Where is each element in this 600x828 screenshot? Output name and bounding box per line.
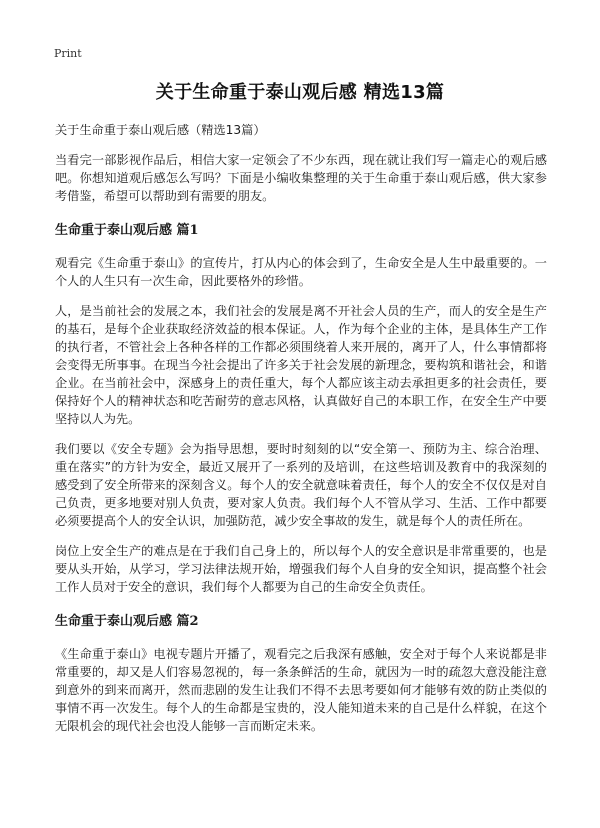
intro-paragraph: 当看完一部影视作品后，相信大家一定领会了不少东西，现在就让我们写一篇走心的观后感吧。你想知道观后感怎么写吗？下面是小编收集整理的关于生命重于泰山观后感，供大家参考借鉴，希望可以帮助到有需要的朋友。 bbox=[55, 153, 547, 203]
section-heading-1: 生命重于泰山观后感 篇1 bbox=[55, 223, 199, 238]
document-title: 关于生命重于泰山观后感 精选13篇 bbox=[155, 82, 445, 103]
paragraph: 人，是当前社会的发展之本，我们社会的发展是离不开社会人员的生产，而人的安全是生产的基石，是每个企业获取经济效益的根本保证。人，作为每个企业的主体，是具体生产工作的执行者，不管社会上各种各样的工作都必须围绕着人来开展的，离开了人，什么事情都将会变得无所事事。在现当今社会提出了许多关于社会发展的新理念，要构筑和谐社会，和谐企业。在当前社会中，深感身上的责任重大，每个人都应该主动去承担更多的社会责任，要保持好个人的精神状态和吃苦耐劳的意志风格，认真做好自己的本职工作，在安全生产中要坚持以人为先。 bbox=[55, 304, 547, 426]
document-subtitle: 关于生命重于泰山观后感（精选13篇） bbox=[55, 123, 266, 137]
document-body bbox=[55, 121, 547, 747]
paragraph: 《生命重于泰山》电视专题片开播了，观看完之后我深有感触，安全对于每个人来说都是非常重要的，却又是人们容易忽视的，每一条条鲜活的生命，就因为一时的疏忽大意没能注意到意外的到来而离开，然而悲剧的发生让我们不得不去思考要如何才能够有效的防止类似的事情不再一次发生。每个人的生命都是宝贵的，没人能知道未来的自己是什么样貌，在这个无限机会的现代社会也没人能够一言而断定未来。 bbox=[55, 647, 547, 733]
print-link[interactable]: Print bbox=[54, 47, 82, 60]
paragraph: 我们要以《安全专题》会为指导思想，要时时刻刻的以“安全第一、预防为主、综合治理、重在落实”的方针为安全，最近又展开了一系列的及培训，在这些培训及教育中的我深刻的感受到了安全所带来的深刻含义。每个人的安全就意味着责任，每个人的安全不仅仅是对自己负责，更多地要对别人负责，要对家人负责。我们每个人不管从学习、生活、工作中都要必须要提高个人的安全认识，加强防范，减少安全事故的发生，就是每个人的责任所在。 bbox=[55, 442, 547, 528]
section-heading-2: 生命重于泰山观后感 篇2 bbox=[55, 614, 199, 629]
paragraph: 岗位上安全生产的难点是在于我们自己身上的，所以每个人的安全意识是非常重要的，也是要从头开始，从学习，学习法律法规开始，增强我们每个人自身的安全知识，提高整个社会工作人员对于安全的意识，我们每个人都要为自己的生命安全负责任。 bbox=[55, 544, 547, 594]
paragraph: 观看完《生命重于泰山》的宣传片，打从内心的体会到了，生命安全是人生中最重要的。一个人的人生只有一次生命，因此要格外的珍惜。 bbox=[55, 256, 547, 288]
